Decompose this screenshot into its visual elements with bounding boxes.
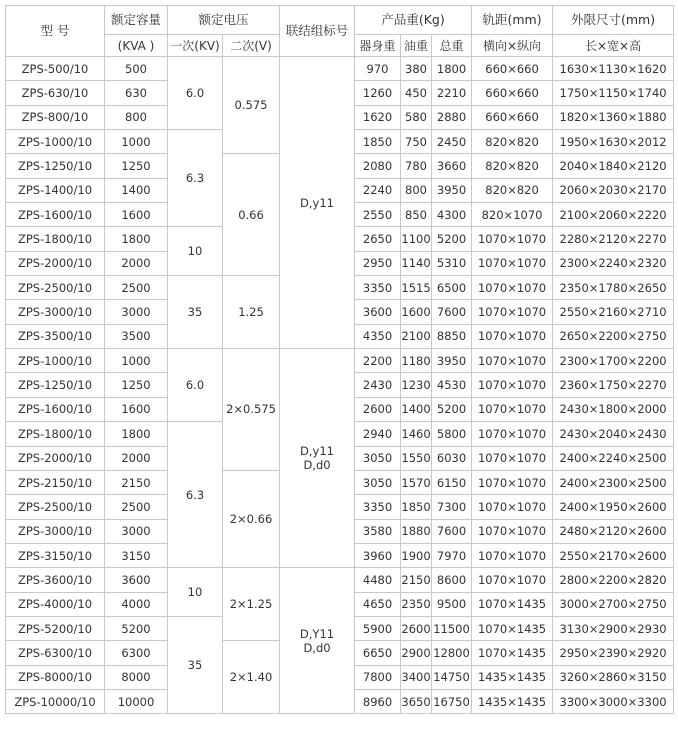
table-row xyxy=(6,349,674,373)
body-weight-cell: 2080 xyxy=(355,154,401,178)
body-weight-cell: 6650 xyxy=(355,641,401,665)
primary-voltage-cell: 6.3 xyxy=(168,130,223,227)
header-model: 型 号 xyxy=(6,6,105,57)
secondary-voltage-cell: 1.25 xyxy=(223,276,280,349)
oil-weight-cell: 780 xyxy=(401,154,432,178)
primary-voltage-cell: 6.0 xyxy=(168,57,223,130)
header-dims-sub: 长×宽×高 xyxy=(553,35,674,57)
oil-weight-cell: 1515 xyxy=(401,276,432,300)
dimensions-cell: 2060×2030×2170 xyxy=(553,178,674,202)
gauge-cell: 820×820 xyxy=(472,178,553,202)
model-cell: ZPS-4000/10 xyxy=(6,592,105,616)
dimensions-cell: 3260×2860×3150 xyxy=(553,665,674,689)
body-weight-cell: 2550 xyxy=(355,203,401,227)
oil-weight-cell: 3400 xyxy=(401,665,432,689)
capacity-cell: 5200 xyxy=(105,616,168,640)
body-weight-cell: 5900 xyxy=(355,616,401,640)
oil-weight-cell: 380 xyxy=(401,57,432,81)
total-weight-cell: 3950 xyxy=(432,178,472,202)
table-row xyxy=(6,57,674,81)
body-weight-cell: 2950 xyxy=(355,251,401,275)
gauge-cell: 660×660 xyxy=(472,57,553,81)
body-weight-cell: 8960 xyxy=(355,689,401,713)
dimensions-cell: 2800×2200×2820 xyxy=(553,568,674,592)
model-cell: ZPS-1600/10 xyxy=(6,397,105,421)
body-weight-cell: 2430 xyxy=(355,373,401,397)
secondary-voltage-cell: 0.575 xyxy=(223,57,280,154)
header-gauge: 轨距(mm) xyxy=(472,6,553,35)
dimensions-cell: 2430×1800×2000 xyxy=(553,397,674,421)
gauge-cell: 1435×1435 xyxy=(472,665,553,689)
total-weight-cell: 5200 xyxy=(432,227,472,251)
oil-weight-cell: 800 xyxy=(401,178,432,202)
oil-weight-cell: 1900 xyxy=(401,543,432,567)
capacity-cell: 630 xyxy=(105,81,168,105)
primary-voltage-cell: 10 xyxy=(168,227,223,276)
oil-weight-cell: 1100 xyxy=(401,227,432,251)
model-cell: ZPS-5200/10 xyxy=(6,616,105,640)
total-weight-cell: 7600 xyxy=(432,300,472,324)
capacity-cell: 1400 xyxy=(105,178,168,202)
total-weight-cell: 14750 xyxy=(432,665,472,689)
model-cell: ZPS-10000/10 xyxy=(6,689,105,713)
body-weight-cell: 3050 xyxy=(355,446,401,470)
model-cell: ZPS-1000/10 xyxy=(6,349,105,373)
model-cell: ZPS-3150/10 xyxy=(6,543,105,567)
gauge-cell: 1070×1070 xyxy=(472,324,553,348)
gauge-cell: 820×820 xyxy=(472,130,553,154)
total-weight-cell: 7300 xyxy=(432,495,472,519)
primary-voltage-cell: 6.0 xyxy=(168,349,223,422)
model-cell: ZPS-6300/10 xyxy=(6,641,105,665)
total-weight-cell: 5800 xyxy=(432,422,472,446)
dimensions-cell: 2950×2390×2920 xyxy=(553,641,674,665)
oil-weight-cell: 1460 xyxy=(401,422,432,446)
primary-voltage-cell: 35 xyxy=(168,276,223,349)
model-cell: ZPS-3500/10 xyxy=(6,324,105,348)
total-weight-cell: 8850 xyxy=(432,324,472,348)
gauge-cell: 1070×1070 xyxy=(472,543,553,567)
gauge-cell: 1070×1070 xyxy=(472,227,553,251)
header-voltage: 额定电压 xyxy=(168,6,280,35)
capacity-cell: 1600 xyxy=(105,397,168,421)
primary-voltage-cell: 10 xyxy=(168,568,223,617)
total-weight-cell: 7600 xyxy=(432,519,472,543)
model-cell: ZPS-1600/10 xyxy=(6,203,105,227)
header-secondary: 二次(V) xyxy=(223,35,280,57)
gauge-cell: 1070×1070 xyxy=(472,397,553,421)
oil-weight-cell: 850 xyxy=(401,203,432,227)
oil-weight-cell: 2350 xyxy=(401,592,432,616)
dimensions-cell: 2650×2200×2750 xyxy=(553,324,674,348)
dimensions-cell: 2350×1780×2650 xyxy=(553,276,674,300)
dimensions-cell: 2550×2170×2600 xyxy=(553,543,674,567)
dimensions-cell: 2100×2060×2220 xyxy=(553,203,674,227)
dimensions-cell: 3000×2700×2750 xyxy=(553,592,674,616)
oil-weight-cell: 750 xyxy=(401,130,432,154)
capacity-cell: 3500 xyxy=(105,324,168,348)
connection-group-cell xyxy=(280,568,355,714)
model-cell: ZPS-1000/10 xyxy=(6,130,105,154)
body-weight-cell: 3600 xyxy=(355,300,401,324)
body-weight-cell: 4350 xyxy=(355,324,401,348)
transformer-spec-table xyxy=(5,5,674,714)
body-weight-cell: 3050 xyxy=(355,470,401,494)
total-weight-cell: 12800 xyxy=(432,641,472,665)
oil-weight-cell: 1140 xyxy=(401,251,432,275)
oil-weight-cell: 2900 xyxy=(401,641,432,665)
table-body xyxy=(6,57,674,714)
oil-weight-cell: 1550 xyxy=(401,446,432,470)
oil-weight-cell: 1400 xyxy=(401,397,432,421)
capacity-cell: 3000 xyxy=(105,519,168,543)
connection-group-label: D,d0 xyxy=(303,458,331,473)
gauge-cell: 820×1070 xyxy=(472,203,553,227)
total-weight-cell: 2880 xyxy=(432,105,472,129)
header-body-weight: 器身重 xyxy=(355,35,401,57)
gauge-cell: 1070×1070 xyxy=(472,300,553,324)
primary-voltage-cell: 6.3 xyxy=(168,422,223,568)
gauge-cell: 1070×1435 xyxy=(472,592,553,616)
body-weight-cell: 1850 xyxy=(355,130,401,154)
total-weight-cell: 2450 xyxy=(432,130,472,154)
body-weight-cell: 3580 xyxy=(355,519,401,543)
model-cell: ZPS-2500/10 xyxy=(6,276,105,300)
body-weight-cell: 4650 xyxy=(355,592,401,616)
secondary-voltage-cell: 2×0.575 xyxy=(223,349,280,471)
body-weight-cell: 1620 xyxy=(355,105,401,129)
total-weight-cell: 7970 xyxy=(432,543,472,567)
oil-weight-cell: 3650 xyxy=(401,689,432,713)
header-primary: 一次(KV) xyxy=(168,35,223,57)
capacity-cell: 1000 xyxy=(105,349,168,373)
total-weight-cell: 1800 xyxy=(432,57,472,81)
oil-weight-cell: 580 xyxy=(401,105,432,129)
body-weight-cell: 2600 xyxy=(355,397,401,421)
model-cell: ZPS-1800/10 xyxy=(6,227,105,251)
model-cell: ZPS-1800/10 xyxy=(6,422,105,446)
gauge-cell: 660×660 xyxy=(472,105,553,129)
total-weight-cell: 5200 xyxy=(432,397,472,421)
oil-weight-cell: 1600 xyxy=(401,300,432,324)
oil-weight-cell: 2100 xyxy=(401,324,432,348)
header-total-weight: 总重 xyxy=(432,35,472,57)
gauge-cell: 1070×1070 xyxy=(472,470,553,494)
capacity-cell: 2150 xyxy=(105,470,168,494)
header-capacity: 额定容量 xyxy=(105,6,168,35)
header-connection: 联结组标号 xyxy=(280,6,355,57)
capacity-cell: 2500 xyxy=(105,276,168,300)
gauge-cell: 1070×1070 xyxy=(472,446,553,470)
gauge-cell: 1070×1070 xyxy=(472,495,553,519)
dimensions-cell: 3300×3000×3300 xyxy=(553,689,674,713)
secondary-voltage-cell: 2×1.40 xyxy=(223,641,280,714)
body-weight-cell: 2940 xyxy=(355,422,401,446)
oil-weight-cell: 1570 xyxy=(401,470,432,494)
dimensions-cell: 2300×2240×2320 xyxy=(553,251,674,275)
capacity-cell: 1250 xyxy=(105,373,168,397)
total-weight-cell: 8600 xyxy=(432,568,472,592)
body-weight-cell: 970 xyxy=(355,57,401,81)
model-cell: ZPS-3000/10 xyxy=(6,519,105,543)
gauge-cell: 1070×1435 xyxy=(472,641,553,665)
secondary-voltage-cell: 2×1.25 xyxy=(223,568,280,641)
gauge-cell: 1435×1435 xyxy=(472,689,553,713)
gauge-cell: 1070×1070 xyxy=(472,349,553,373)
total-weight-cell: 16750 xyxy=(432,689,472,713)
connection-group-label: D,Y11 xyxy=(299,626,335,641)
dimensions-cell: 3130×2900×2930 xyxy=(553,616,674,640)
capacity-cell: 10000 xyxy=(105,689,168,713)
gauge-cell: 1070×1070 xyxy=(472,422,553,446)
capacity-cell: 1600 xyxy=(105,203,168,227)
capacity-cell: 2000 xyxy=(105,446,168,470)
total-weight-cell: 6500 xyxy=(432,276,472,300)
body-weight-cell: 4480 xyxy=(355,568,401,592)
capacity-cell: 500 xyxy=(105,57,168,81)
secondary-voltage-cell: 0.66 xyxy=(223,154,280,276)
dimensions-cell: 2430×2040×2430 xyxy=(553,422,674,446)
connection-group-label: D,y11 xyxy=(300,444,334,459)
dimensions-cell: 2040×1840×2120 xyxy=(553,154,674,178)
capacity-cell: 1250 xyxy=(105,154,168,178)
header-dims: 外限尺寸(mm) xyxy=(553,6,674,35)
model-cell: ZPS-2000/10 xyxy=(6,251,105,275)
body-weight-cell: 7800 xyxy=(355,665,401,689)
dimensions-cell: 2480×2120×2600 xyxy=(553,519,674,543)
model-cell: ZPS-1400/10 xyxy=(6,178,105,202)
total-weight-cell: 9500 xyxy=(432,592,472,616)
body-weight-cell: 3350 xyxy=(355,276,401,300)
oil-weight-cell: 450 xyxy=(401,81,432,105)
dimensions-cell: 2550×2160×2710 xyxy=(553,300,674,324)
gauge-cell: 1070×1435 xyxy=(472,616,553,640)
capacity-cell: 4000 xyxy=(105,592,168,616)
body-weight-cell: 1260 xyxy=(355,81,401,105)
capacity-cell: 1800 xyxy=(105,227,168,251)
model-cell: ZPS-2150/10 xyxy=(6,470,105,494)
capacity-cell: 3600 xyxy=(105,568,168,592)
oil-weight-cell: 1230 xyxy=(401,373,432,397)
total-weight-cell: 6150 xyxy=(432,470,472,494)
dimensions-cell: 2400×2240×2500 xyxy=(553,446,674,470)
capacity-cell: 6300 xyxy=(105,641,168,665)
header-weight: 产品重(Kg) xyxy=(355,6,472,35)
connection-group-label: D,d0 xyxy=(303,640,331,655)
capacity-cell: 800 xyxy=(105,105,168,129)
capacity-cell: 2000 xyxy=(105,251,168,275)
capacity-cell: 1000 xyxy=(105,130,168,154)
dimensions-cell: 2400×1950×2600 xyxy=(553,495,674,519)
capacity-cell: 3150 xyxy=(105,543,168,567)
table-row xyxy=(6,568,674,592)
gauge-cell: 1070×1070 xyxy=(472,251,553,275)
body-weight-cell: 2650 xyxy=(355,227,401,251)
secondary-voltage-cell: 2×0.66 xyxy=(223,470,280,567)
primary-voltage-cell: 35 xyxy=(168,616,223,713)
model-cell: ZPS-1250/10 xyxy=(6,154,105,178)
gauge-cell: 1070×1070 xyxy=(472,276,553,300)
total-weight-cell: 6030 xyxy=(432,446,472,470)
oil-weight-cell: 2150 xyxy=(401,568,432,592)
dimensions-cell: 1950×1630×2012 xyxy=(553,130,674,154)
dimensions-cell: 2360×1750×2270 xyxy=(553,373,674,397)
total-weight-cell: 5310 xyxy=(432,251,472,275)
total-weight-cell: 4300 xyxy=(432,203,472,227)
gauge-cell: 1070×1070 xyxy=(472,568,553,592)
capacity-cell: 1800 xyxy=(105,422,168,446)
dimensions-cell: 2400×2300×2500 xyxy=(553,470,674,494)
body-weight-cell: 3350 xyxy=(355,495,401,519)
total-weight-cell: 2210 xyxy=(432,81,472,105)
model-cell: ZPS-3600/10 xyxy=(6,568,105,592)
header-gauge-sub: 横向×纵向 xyxy=(472,35,553,57)
gauge-cell: 820×820 xyxy=(472,154,553,178)
dimensions-cell: 1630×1130×1620 xyxy=(553,57,674,81)
header-capacity-unit: (KVA ) xyxy=(105,35,168,57)
dimensions-cell: 1820×1360×1880 xyxy=(553,105,674,129)
capacity-cell: 3000 xyxy=(105,300,168,324)
capacity-cell: 8000 xyxy=(105,665,168,689)
model-cell: ZPS-8000/10 xyxy=(6,665,105,689)
total-weight-cell: 3950 xyxy=(432,349,472,373)
model-cell: ZPS-800/10 xyxy=(6,105,105,129)
model-cell: ZPS-630/10 xyxy=(6,81,105,105)
gauge-cell: 1070×1070 xyxy=(472,519,553,543)
total-weight-cell: 4530 xyxy=(432,373,472,397)
oil-weight-cell: 2600 xyxy=(401,616,432,640)
model-cell: ZPS-2500/10 xyxy=(6,495,105,519)
connection-group-cell: D,y11 xyxy=(280,57,355,349)
oil-weight-cell: 1880 xyxy=(401,519,432,543)
model-cell: ZPS-500/10 xyxy=(6,57,105,81)
dimensions-cell: 2280×2120×2270 xyxy=(553,227,674,251)
gauge-cell: 660×660 xyxy=(472,81,553,105)
model-cell: ZPS-2000/10 xyxy=(6,446,105,470)
capacity-cell: 2500 xyxy=(105,495,168,519)
model-cell: ZPS-1250/10 xyxy=(6,373,105,397)
connection-group-cell xyxy=(280,349,355,568)
oil-weight-cell: 1850 xyxy=(401,495,432,519)
total-weight-cell: 11500 xyxy=(432,616,472,640)
body-weight-cell: 2240 xyxy=(355,178,401,202)
oil-weight-cell: 1180 xyxy=(401,349,432,373)
dimensions-cell: 1750×1150×1740 xyxy=(553,81,674,105)
total-weight-cell: 3660 xyxy=(432,154,472,178)
dimensions-cell: 2300×1700×2200 xyxy=(553,349,674,373)
model-cell: ZPS-3000/10 xyxy=(6,300,105,324)
body-weight-cell: 3960 xyxy=(355,543,401,567)
header-oil-weight: 油重 xyxy=(401,35,432,57)
gauge-cell: 1070×1070 xyxy=(472,373,553,397)
body-weight-cell: 2200 xyxy=(355,349,401,373)
